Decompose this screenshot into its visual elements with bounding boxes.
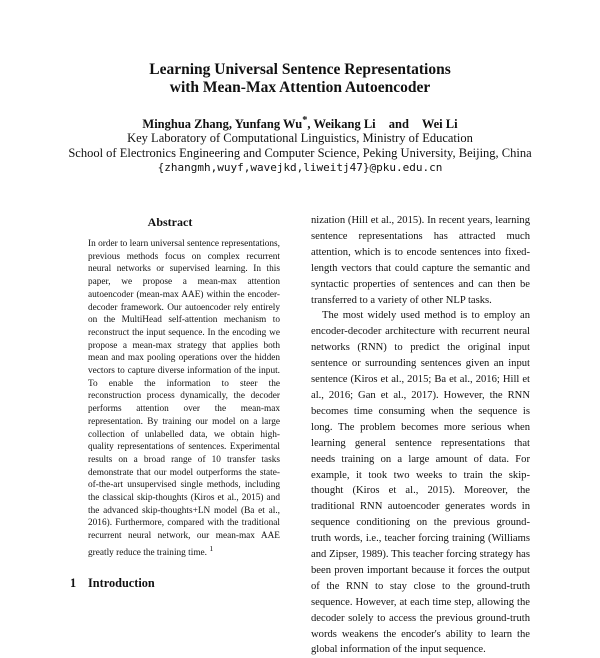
section-heading	[70, 576, 155, 591]
author-name: Wei Li	[421, 117, 458, 132]
section-number: 1	[70, 576, 77, 590]
author-email: {zhangmh,wuyf,wavejkd,liweitj47}@pku.edu.cn	[157, 161, 443, 174]
body-paragraph: The most widely used method is to employ an encoder-decoder architecture with recurrent neural networks (RNN) to predict the original input sentence or surrounding sentences given an input sentence (Kiros et al., 2015; Ba et al., 2016; Hill et al., 2016; Gan et al., 2017). However, the RNN becomes time consuming when the sequence is long. The problem becomes more serious when learning general sentence representations that needs training on a large amount of data. For example, it took two weeks to train the skip-thought (Kiros et al., 2015). Moreover, the traditional RNN autoencoder generates words in sequence conditioning on the previous ground-truth words, i.e., teacher forcing training (Williams and Zipser, 1989). This teacher forcing strategy has been proven important because it forces the output of the RNN to stay close to the ground-truth sequence. However, at each time step, allowing the decoder solely to access the previous ground-truth words weakens the encoder's ability to learn the global information of the input sequence.	[311, 310, 530, 656]
paper-title-line-2: with Mean-Max Attention Autoencoder	[169, 79, 431, 96]
affiliation-line-2: School of Electronics Engineering and Computer Science, Peking University, Beijing, China	[68, 146, 532, 160]
author-list: Minghua Zhang, Yunfang Wu*, Weikang Li and Wei Li	[142, 115, 458, 132]
author-name: Yunfang Wu	[234, 117, 303, 132]
author-conjunction: and	[388, 117, 409, 132]
section-title: Introduction	[88, 576, 155, 590]
body-paragraph: nization (Hill et al., 2015). In recent years, learning sentence representations has attracted much attention, which is to encode sentences into fixed-length vectors that could capture the semantic and syntactic properties of sentences and can then be transferred to a variety of other NLP tasks.	[311, 215, 530, 306]
abstract-heading: Abstract	[147, 215, 193, 229]
footnote-mark: 1	[209, 543, 214, 553]
author-name: Weikang Li	[313, 117, 376, 132]
right-column	[311, 213, 530, 658]
abstract-text: In order to learn universal sentence representations, previous methods focus on complex recurrent neural networks or supervised learning. In this paper, we propose a mean-max attention autoencoder (mean-max AAE) within the encoder-decoder framework. Our autoencoder rely entirely on the MultiHead self-attention mechanism to reconstruct the input sequence. In the encoding we propose a mean-max strategy that applies both mean and max pooling operations over the hidden vectors to capture diverse information of the input. To enable the information to steer the reconstruction process dynamically, the decoder performs attention over the mean-max representation. By training our model on a large collection of unlabelled data, we obtain high-quality representations of sentences. Experimental results on a broad range of 10 transfer tasks demonstrate that our model outperforms the state-of-the-art unsupervised single methods, including the classical skip-thoughts (Kiros et al., 2015) and the advanced skip-thoughts+LN model (Ba et al., 2016). Furthermore, compared with the traditional recurrent neural network, our mean-max AAE greatly reduce the training time.	[88, 239, 280, 558]
abstract-body	[88, 238, 280, 560]
author-name: Minghua Zhang	[142, 117, 229, 132]
corresponding-author-mark: *	[302, 115, 308, 126]
affiliation-line-1: Key Laboratory of Computational Linguistics, Ministry of Education	[127, 131, 473, 145]
paper-title-line-1: Learning Universal Sentence Representations	[149, 61, 451, 78]
